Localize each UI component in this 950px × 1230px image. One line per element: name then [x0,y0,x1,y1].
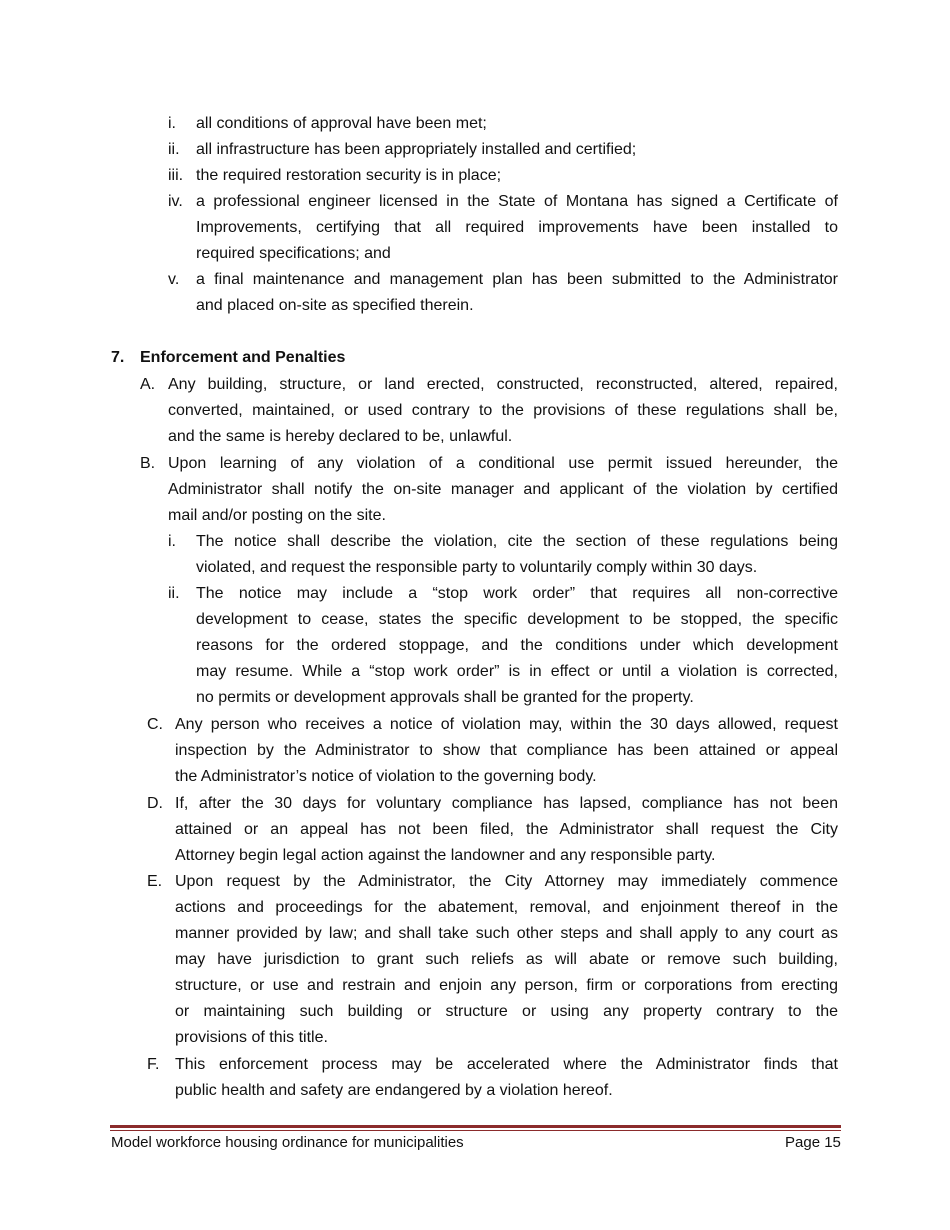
section-title: Enforcement and Penalties [140,349,346,366]
sub-item-text: violated, and request the responsible party to voluntarily comply within 30 days. [196,559,758,576]
sub-item-text: no permits or development approvals shall be granted for the property. [196,689,694,706]
item-text: Any building, structure, or land erected, constructed, reconstructed, altered, repaired, [168,376,838,393]
item-text: the Administrator’s notice of violation to the governing body. [175,768,597,785]
item-marker: F. [147,1056,160,1073]
item-marker: E. [147,873,163,890]
list-item-text: required specifications; and [196,245,391,262]
footer-rule [110,1125,841,1128]
sub-item-text: reasons for the ordered stoppage, and the conditions under which development [196,637,838,654]
list-item-text: the required restoration security is in place; [196,167,502,184]
item-text: converted, maintained, or used contrary to the provisions of these regulations shall be, [168,402,838,419]
item-text: If, after the 30 days for voluntary compliance has lapsed, compliance has not been [175,795,838,812]
list-marker: v. [168,271,180,288]
item-text: Any person who receives a notice of violation may, within the 30 days allowed, request [175,716,838,733]
item-text: actions and proceedings for the abatement, removal, and enjoinment thereof in the [175,899,838,916]
list-item-text: a final maintenance and management plan has been submitted to the Administrator [196,271,838,288]
item-text: or maintaining such building or structure or using any property contrary to the [175,1003,838,1020]
item-text: and the same is hereby declared to be, unlawful. [168,428,513,445]
item-text: Upon request by the Administrator, the City Attorney may immediately commence [175,873,838,890]
sub-item-text: The notice shall describe the violation, cite the section of these regulations being [196,533,838,550]
list-marker: i. [168,115,176,132]
sub-item-marker: ii. [168,585,180,602]
list-item-text: Improvements, certifying that all required improvements have been installed to [196,219,838,236]
item-marker: C. [147,716,163,733]
list-marker: ii. [168,141,180,158]
list-item-text: a professional engineer licensed in the State of Montana has signed a Certificate of [196,193,838,210]
item-text: Attorney begin legal action against the landowner and any responsible party. [175,847,716,864]
item-marker: B. [140,455,156,472]
footer-rule-thin [110,1130,841,1131]
item-text: This enforcement process may be accelerated where the Administrator finds that [175,1056,838,1073]
list-item-text: all conditions of approval have been met; [196,115,487,132]
item-text: public health and safety are endangered by a violation hereof. [175,1082,613,1099]
section-number: 7. [111,349,125,366]
item-text: Upon learning of any violation of a conditional use permit issued hereunder, the [168,455,838,472]
footer-title: Model workforce housing ordinance for municipalities [111,1134,464,1151]
item-text: manner provided by law; and shall take such other steps and shall apply to any court as [175,925,838,942]
list-marker: iii. [168,167,184,184]
item-text: attained or an appeal has not been filed, the Administrator shall request the City [175,821,838,838]
item-marker: A. [140,376,156,393]
item-text: inspection by the Administrator to show that compliance has been attained or appeal [175,742,838,759]
sub-item-marker: i. [168,533,176,550]
sub-item-text: may resume. While a “stop work order” is in effect or until a violation is corrected, [196,663,838,680]
item-marker: D. [147,795,163,812]
list-marker: iv. [168,193,183,210]
sub-item-text: The notice may include a “stop work order” that requires all non-corrective [196,585,838,602]
list-item-text: all infrastructure has been appropriately installed and certified; [196,141,637,158]
item-text: mail and/or posting on the site. [168,507,386,524]
sub-item-text: development to cease, states the specific development to be stopped, the specific [196,611,838,628]
item-text: may have jurisdiction to grant such reliefs as will abate or remove such building, [175,951,838,968]
item-text: Administrator shall notify the on-site manager and applicant of the violation by certified [168,481,838,498]
item-text: provisions of this title. [175,1029,328,1046]
list-item-text: and placed on-site as specified therein. [196,297,474,314]
page-number: Page 15 [785,1134,841,1151]
item-text: structure, or use and restrain and enjoin any person, firm or corporations from erecting [175,977,838,994]
